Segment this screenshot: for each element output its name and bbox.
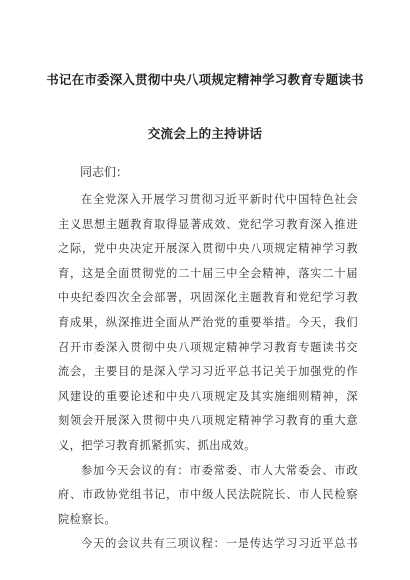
paragraph-line: 主义思想主题教育取得显著成效、党纪学习教育深入推进 bbox=[58, 217, 358, 231]
paragraph-line: 刻领会开展深入贯彻中央八项规定精神学习教育的重大意 bbox=[58, 414, 358, 428]
paragraph-line: 之际，党中央决定开展深入贯彻中央八项规定精神学习教 bbox=[58, 242, 358, 256]
paragraph-line: 风建设的重要论述和中央八项规定及其实施细则精神，深 bbox=[58, 389, 358, 403]
paragraph-line: 今天的会议共有三项议程：一是传达学习习近平总书 bbox=[81, 537, 358, 551]
paragraph-line: 流会，主要目的是深入学习习近平总书记关于加强党的作 bbox=[58, 365, 358, 379]
salutation: 同志们： bbox=[80, 165, 129, 179]
paragraph-line: 院检察长。 bbox=[58, 512, 117, 526]
paragraph-line: 义，把学习教育抓紧抓实、抓出成效。 bbox=[58, 438, 256, 452]
paragraph-line: 参加今天会议的有：市委常委、市人大常委会、市政 bbox=[81, 463, 358, 477]
paragraph-line: 在全党深入开展学习贯彻习近平新时代中国特色社会 bbox=[81, 193, 358, 206]
paragraph-line: 育，这是全面贯彻党的二十届三中全会精神，落实二十届 bbox=[58, 266, 358, 280]
paragraph-1 bbox=[58, 188, 358, 459]
paragraph-3 bbox=[58, 532, 358, 557]
paragraph-line: 府、市政协党组书记，市中级人民法院院长、市人民检察 bbox=[58, 488, 358, 502]
paragraph-line: 召开市委深入贯彻中央八项规定精神学习教育专题读书交 bbox=[58, 340, 358, 354]
paragraph-line: 育成果，纵深推进全面从严治党的重要举措。今天，我们 bbox=[58, 315, 358, 329]
document-title-line-2: 交流会上的主持讲话 bbox=[147, 126, 263, 141]
document-title-line-1: 书记在市委深入贯彻中央八项规定精神学习教育专题读书 bbox=[46, 72, 364, 87]
paragraph-line: 中央纪委四次全会部署，巩固深化主题教育和党纪学习教 bbox=[58, 291, 358, 305]
document-body bbox=[58, 162, 358, 557]
paragraph-2 bbox=[58, 459, 358, 533]
